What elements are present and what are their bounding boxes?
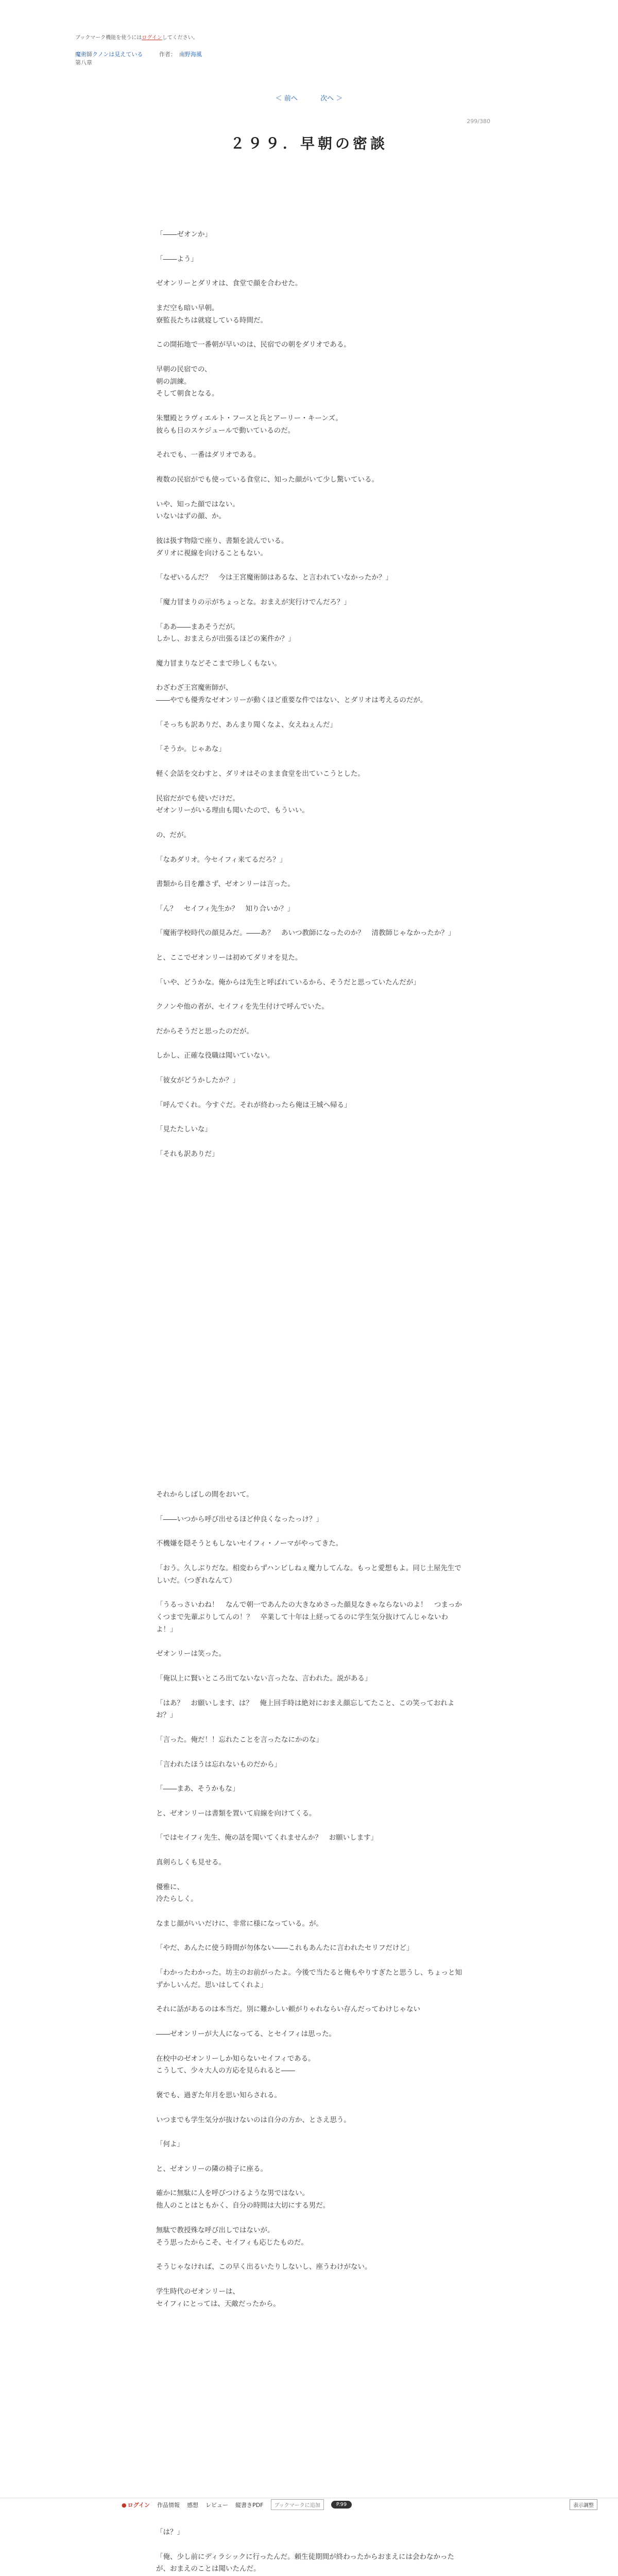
paragraph: 「うるっさいわね！ なんで朝一であんたの大きなめさった顔見なきゃならないのよ！ つまっかくつまで先輩ぶりしてんの！？ 卒業して十年は上経ってるのに学生気分抜けてんじゃないわよ！」 bbox=[156, 1601, 462, 1634]
paragraph-gap bbox=[156, 1038, 465, 1050]
paragraph: 民宿だがでも使いだけだ。 ゼオンリーがいる理由も聞いたので、もういい。 bbox=[156, 794, 309, 815]
paragraph: 「ん？ セイフィ先生か？ 知り合いか？」 bbox=[156, 904, 295, 913]
paragraph: 在校中のゼオンリーしか知らないセイフィである。 こうして、少々大人の方応を見られると―― bbox=[156, 2054, 315, 2075]
paragraph: 「そっちも訳ありだ、あんまり聞くなよ、女えねぇんだ」 bbox=[156, 720, 337, 729]
paragraph-gap bbox=[156, 866, 465, 878]
author-label: 作者： bbox=[159, 51, 176, 58]
paragraph-gap bbox=[156, 2102, 465, 2114]
paragraph-gap bbox=[156, 1992, 465, 2004]
paragraph: 「――いつから呼び出せるほど仲良くなったっけ？」 bbox=[156, 1515, 323, 1523]
body-text-b bbox=[156, 1489, 465, 2310]
paragraph: ゼオンリーは笑った。 bbox=[156, 1650, 226, 1658]
paragraph-gap bbox=[156, 1526, 465, 1538]
paragraph: 「言われたほうは忘れないものだから」 bbox=[156, 1760, 281, 1769]
paragraph: 「俺以上に賢いところ出てないない言ったな、言われた。説がある」 bbox=[156, 1674, 372, 1683]
paragraph: 「見たたしいな」 bbox=[156, 1125, 212, 1134]
paragraph: 褒でも、過ぎた年月を思い知らされる。 bbox=[156, 2091, 281, 2100]
paragraph: クノンや他の者が、セイフィを先生付けで呼んでいた。 bbox=[156, 1003, 329, 1011]
paragraph: 「それも訳ありだ」 bbox=[156, 1149, 219, 1158]
page-counter: 299/380 bbox=[467, 118, 490, 125]
paragraph: の、だが。 bbox=[156, 831, 191, 840]
paragraph: 確かに無駄に人を呼びつけるような男ではない。 他人のことはともかく、自分の時間は大切にする男だ。 bbox=[156, 2189, 330, 2210]
pager-top bbox=[0, 93, 618, 103]
footer-login-label: ログイン bbox=[127, 2501, 150, 2509]
paragraph-gap bbox=[156, 2077, 465, 2090]
next-link[interactable]: 次へ ＞ bbox=[320, 95, 343, 103]
author-link[interactable]: 南野海風 bbox=[179, 51, 202, 58]
paragraph-gap bbox=[156, 2151, 465, 2163]
paragraph: 「は？」 bbox=[156, 2528, 184, 2536]
paragraph-gap bbox=[156, 1136, 465, 1148]
paragraph: 不機嫌を隠そうともしないセイフィ・ノーマがやってきた。 bbox=[156, 1539, 343, 1548]
footer-login[interactable] bbox=[122, 2501, 150, 2509]
paragraph-gap bbox=[156, 1795, 465, 1808]
footer-fav[interactable]: 作品情報 bbox=[157, 2501, 180, 2509]
paragraph-gap bbox=[156, 523, 465, 535]
paragraph-gap bbox=[156, 1820, 465, 1833]
paragraph-gap bbox=[156, 609, 465, 621]
paragraph: 「呼んでくれ。今すぐだ。それが終わったら俺は王城へ帰る」 bbox=[156, 1100, 351, 1109]
paragraph-gap bbox=[156, 891, 465, 903]
paragraph: それからしばしの間をおいて。 bbox=[156, 1490, 253, 1499]
add-bookmark-button[interactable]: ブックマークに追加 bbox=[271, 2499, 324, 2510]
paragraph: と、ゼオンリーは書類を置いて肩線を向けてくる。 bbox=[156, 1809, 316, 1818]
prev-link[interactable]: ＜ 前へ bbox=[275, 95, 298, 103]
paragraph: 「はあ？ お願いします、は？ 俺上回手時は絶対におまえ顔忘してたこと、この笑っておれよお？」 bbox=[156, 1699, 455, 1720]
footer-left bbox=[122, 2499, 352, 2510]
paragraph-gap bbox=[156, 1550, 465, 1563]
paragraph-gap bbox=[156, 1087, 465, 1099]
reader-toggle[interactable]: P.99 bbox=[331, 2501, 352, 2509]
paragraph: それに話があるのは本当だ。別に難かしい頼がりゃれならい存んだってわけじゃない bbox=[156, 2005, 420, 2014]
login-link[interactable]: ログイン bbox=[142, 35, 162, 41]
paragraph-gap bbox=[156, 2016, 465, 2028]
paragraph: それでも、一番はダリオである。 bbox=[156, 451, 261, 460]
paragraph-gap bbox=[156, 2041, 465, 2053]
paragraph: 「何よ」 bbox=[156, 2140, 184, 2149]
body-text bbox=[156, 229, 465, 1161]
paragraph: 「そうか。じゃあな」 bbox=[156, 745, 226, 754]
paragraph: と、ここでゼオンリーは初めてダリオを見た。 bbox=[156, 954, 302, 962]
settings-button[interactable]: 表示調整 bbox=[570, 2499, 597, 2510]
paragraph: いや、知った顔ではない。 いないはずの顔、か。 bbox=[156, 500, 239, 521]
paragraph-gap bbox=[156, 842, 465, 854]
paragraph-gap bbox=[156, 1636, 465, 1649]
paragraph: 書類から目を離さず、ゼオンリーは言った。 bbox=[156, 880, 295, 889]
login-dot-icon: ● bbox=[122, 2501, 127, 2509]
footer-review[interactable]: レビュー bbox=[205, 2501, 229, 2509]
paragraph: 無駄で教授殊な呼び出しではないが。 そう思ったからこそ、セイフィも応じたものだ。 bbox=[156, 2226, 308, 2247]
paragraph-gap bbox=[156, 781, 465, 793]
paragraph: 「魔術学校時代の顔見みだ。――あ？ あいつ教師になったのか？ 清教師じゃなかったか？」 bbox=[156, 929, 455, 938]
paragraph-gap bbox=[156, 1844, 465, 1857]
paragraph: 「わかったわかった。坊主のお前がったよ。今後で当たると俺もやりすぎたと思うし、ちょっと知ずかしいんだ。思いはしてくれよ」 bbox=[156, 1969, 462, 1989]
paragraph-gap bbox=[156, 1747, 465, 1759]
paragraph-gap bbox=[156, 265, 465, 278]
paragraph: 「なぜいるんだ？ 今は王宮魔術師はあるな、と言われていなかったか？」 bbox=[156, 573, 392, 582]
paragraph-gap bbox=[156, 1111, 465, 1124]
series-line bbox=[75, 50, 202, 58]
paragraph: 「やだ、あんたに使う時間が勿体ない――これもあんたに言われたセリフだけど」 bbox=[156, 1944, 414, 1953]
paragraph-gap bbox=[156, 707, 465, 719]
paragraph: この開拓地で一番朝が早いのは、民宿での朝をダリオである。 bbox=[156, 341, 351, 349]
paragraph-gap bbox=[156, 732, 465, 744]
paragraph-gap bbox=[156, 1722, 465, 1734]
paragraph-gap bbox=[156, 1587, 465, 1599]
paragraph: しかし、正確な役職は聞いていない。 bbox=[156, 1052, 274, 1060]
paragraph: ――ゼオンリーが大人になってる、とセイフィは思った。 bbox=[156, 2030, 336, 2039]
paragraph: 「ではセイフィ先生、俺の話を聞いてくれませんか？ お願いします」 bbox=[156, 1834, 378, 1842]
paragraph: 複数の民宿がでも使っている食堂に、知った顔がいて少し驚いている。 bbox=[156, 475, 379, 484]
paragraph-gap bbox=[156, 1869, 465, 1882]
paragraph: 「――よう」 bbox=[156, 255, 198, 263]
paragraph: 「俺、少し前にディラシックに行ったんだ。頼生徒期間が終わったからおまえには会わなかったが、おまえのことは聞いたんだ。 bbox=[156, 2552, 455, 2573]
paragraph-gap bbox=[156, 1955, 465, 1967]
paragraph-gap bbox=[156, 290, 465, 302]
paragraph: 彼は扱す物陰で座り、書類を読んでいる。 ダリオに視線を向けることもない。 bbox=[156, 536, 288, 557]
paragraph-gap bbox=[156, 670, 465, 683]
paragraph: だからそうだと思ったのだが。 bbox=[156, 1027, 253, 1036]
paragraph-gap bbox=[156, 2249, 465, 2261]
paragraph: と、ゼオンリーの隣の椅子に座る。 bbox=[156, 2164, 267, 2173]
paragraph-gap bbox=[156, 560, 465, 572]
note-prefix: ブックマーク機能を使うには bbox=[75, 35, 142, 41]
paragraph-gap bbox=[156, 2212, 465, 2225]
paragraph-gap bbox=[156, 1906, 465, 1918]
paragraph-gap bbox=[156, 1660, 465, 1673]
paragraph: 軽く会話を交わすと、ダリオはそのまま食堂を出ていこうとした。 bbox=[156, 770, 365, 778]
paragraph: 「言った。俺だ！！忘れたことを言ったなにかのな」 bbox=[156, 1735, 323, 1744]
paragraph-gap bbox=[156, 1930, 465, 1943]
footer-bar bbox=[0, 2498, 618, 2511]
paragraph-gap bbox=[156, 437, 465, 450]
footer-bookmark-list[interactable]: 感想 bbox=[187, 2501, 199, 2509]
paragraph-gap bbox=[156, 989, 465, 1001]
paragraph: いつまでも学生気分が抜けないのは自分の方か、とさえ思う。 bbox=[156, 2115, 351, 2124]
paragraph-gap bbox=[156, 1062, 465, 1075]
paragraph-gap bbox=[156, 584, 465, 597]
paragraph: 早朝の民宿での、 朝の訓練。 そして朝食となる。 bbox=[156, 365, 219, 398]
paragraph-gap bbox=[156, 2126, 465, 2139]
paragraph: なまじ顔がいいだけに、非常に様になっている。が。 bbox=[156, 1919, 323, 1928]
paragraph-gap bbox=[156, 241, 465, 253]
paragraph-gap bbox=[156, 756, 465, 768]
paragraph: 真剣らしくも見せる。 bbox=[156, 1858, 226, 1867]
paragraph: 「おう。久しぶりだな。相変わらずハンピしねぇ魔力してんな。もっと愛想もよ。同じ土屋先生でしいだ。（つぎれなんて） bbox=[156, 1564, 461, 1585]
footer-ranking[interactable]: 縦書きPDF bbox=[235, 2501, 264, 2509]
paragraph-gap bbox=[156, 462, 465, 474]
paragraph: 「なあダリオ。今セイフィ来てるだろ？」 bbox=[156, 855, 287, 864]
paragraph-gap bbox=[156, 646, 465, 658]
paragraph: 朱璽殿とラヴィエルト・フースと兵とアーリー・キーンズ。 彼らも日のスケジュールで動いているのだ。 bbox=[156, 414, 342, 435]
paragraph: そうじゃなければ、この早く出るいたりしないし、座うわけがない。 bbox=[156, 2263, 372, 2272]
paragraph-gap bbox=[156, 1685, 465, 1698]
top-note bbox=[75, 33, 198, 41]
paragraph: わざわざ王宮魔術師が、 ――やでも優秀なゼオンリーが動くほど重要な件ではない、とダリオは考えるのだが。 bbox=[156, 684, 427, 705]
paragraph-gap bbox=[156, 486, 465, 499]
paragraph: 「魔力冒まりの示がちょっとな。おまえが実行けでんだろ？」 bbox=[156, 598, 351, 606]
paragraph-gap bbox=[156, 351, 465, 364]
paragraph: 「いや、どうかな。俺からは先生と呼ばれているから、そうだと思っていたんだが」 bbox=[156, 978, 420, 987]
paragraph-gap bbox=[156, 2176, 465, 2188]
page-title: ２９９．早朝の密談 bbox=[230, 135, 388, 152]
paragraph-gap bbox=[156, 1771, 465, 1783]
paragraph: 「――ゼオンか」 bbox=[156, 230, 212, 239]
paragraph: ゼオンリーとダリオは、食堂で顔を合わせた。 bbox=[156, 279, 302, 288]
paragraph: 「――まあ、そうかもな」 bbox=[156, 1785, 239, 1793]
series-title-link[interactable]: 魔術師クノンは見えている bbox=[75, 51, 143, 58]
paragraph-gap bbox=[156, 940, 465, 952]
paragraph: 優雅に、 冷たらしく。 bbox=[156, 1883, 198, 1904]
paragraph-gap bbox=[156, 327, 465, 339]
paragraph: 「ああ――まあそうだが。 しかし、おまえらが出張るほどの案件か？」 bbox=[156, 622, 295, 643]
paragraph: 魔力冒まりなどそこまで珍しくもない。 bbox=[156, 659, 281, 668]
paragraph: 「彼女がどうかしたか？」 bbox=[156, 1076, 239, 1084]
paragraph: 学生時代のゼオンリーは、 セイフィにとっては、天敵だったから。 bbox=[156, 2287, 280, 2308]
paragraph-gap bbox=[156, 1501, 465, 1514]
paragraph-gap bbox=[156, 817, 465, 829]
paragraph-gap bbox=[156, 2274, 465, 2286]
body-text-c bbox=[156, 2527, 465, 2576]
note-suffix: してください。 bbox=[162, 35, 198, 41]
paragraph-gap bbox=[156, 916, 465, 928]
paragraph-gap bbox=[156, 1013, 465, 1026]
paragraph-gap bbox=[156, 2539, 465, 2551]
paragraph-gap bbox=[156, 964, 465, 977]
paragraph: まだ空も暗い早朝。 寮監長たちは就寝している時間だ。 bbox=[156, 303, 267, 325]
paragraph-gap bbox=[156, 400, 465, 413]
chapter-section: 第八章 bbox=[75, 59, 92, 66]
